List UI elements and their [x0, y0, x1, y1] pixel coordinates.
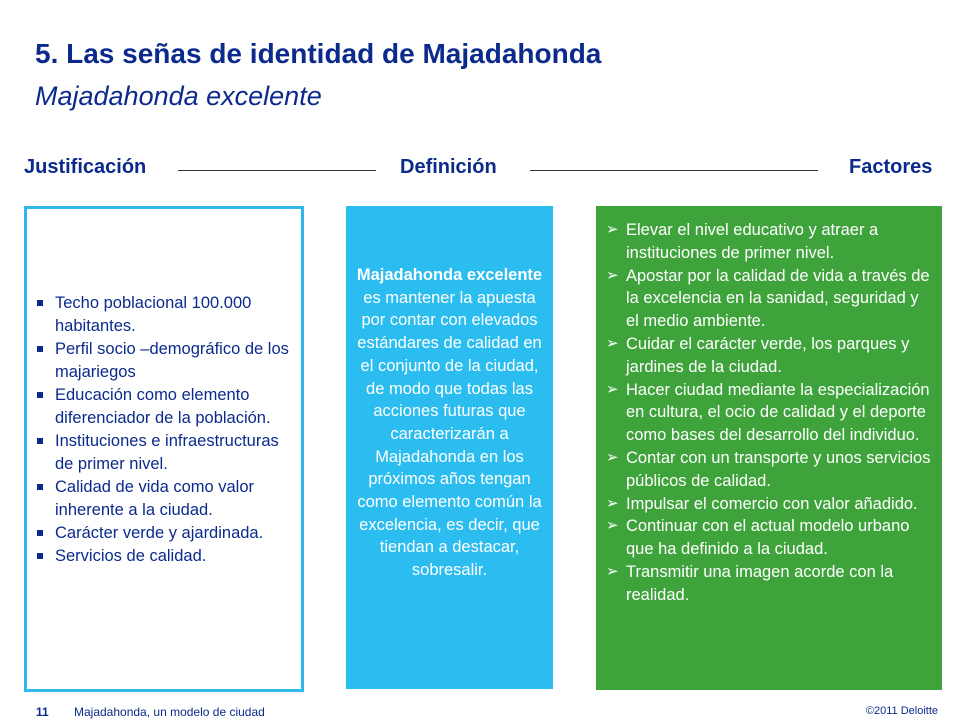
- factores-box: [596, 206, 942, 690]
- header-divider-right: [530, 170, 818, 171]
- slide-title: 5. Las señas de identidad de Majadahonda: [35, 38, 602, 69]
- definicion-box: [346, 206, 553, 689]
- bullet-square-icon: [37, 484, 43, 490]
- arrow-bullet-icon: ➢: [606, 334, 619, 352]
- bullet-square-icon: [37, 392, 43, 398]
- bullet-square-icon: [37, 553, 43, 559]
- list-item: Techo poblacional 100.000 habitantes.: [33, 292, 295, 338]
- arrow-bullet-icon: ➢: [606, 562, 619, 580]
- footer-text: Majadahonda, un modelo de ciudad: [74, 705, 265, 719]
- list-item: ➢ Cuidar el carácter verde, los parques y jardines de la ciudad.: [606, 334, 910, 376]
- definicion-body: es mantener la apuesta por contar con elevados estándares de calidad en el conjunto de la ciudad, de modo que todas las acciones futuras que caracterizarán a Majadahonda en los próximos años tengan como elemento común la excelencia, es decir, que tiendan a destacar, sobresalir.: [357, 288, 542, 580]
- arrow-bullet-icon: ➢: [606, 494, 619, 512]
- list-item: Carácter verde y ajardinada.: [33, 522, 295, 545]
- list-item: Calidad de vida como valor inherente a la ciudad.: [33, 476, 295, 522]
- header-divider-left: [178, 170, 376, 171]
- arrow-bullet-icon: ➢: [606, 266, 619, 284]
- page-number: 11: [36, 705, 49, 719]
- bullet-square-icon: [37, 300, 43, 306]
- definicion-text: [352, 264, 547, 582]
- column-header-factores: Factores: [849, 156, 933, 178]
- column-header-definicion: Definición: [400, 156, 497, 178]
- column-header-justificacion: Justificación: [24, 156, 147, 178]
- list-item: ➢ Hacer ciudad mediante la especialización en cultura, el ocio de calidad y el deporte como bases del desarrollo del individuo.: [606, 380, 930, 445]
- list-item: ➢ Contar con un transporte y unos servicios públicos de calidad.: [606, 448, 931, 490]
- list-item: ➢ Apostar por la calidad de vida a través de la excelencia en la sanidad, seguridad y el medio ambiente.: [606, 266, 930, 331]
- footer-copyright: ©2011 Deloitte: [865, 705, 938, 717]
- factores-list: [606, 219, 936, 607]
- list-item: ➢ Transmitir una imagen acorde con la realidad.: [606, 562, 894, 604]
- bullet-square-icon: [37, 346, 43, 352]
- arrow-bullet-icon: ➢: [606, 517, 619, 535]
- justificacion-list: [33, 292, 295, 568]
- justificacion-box: [24, 206, 304, 692]
- arrow-bullet-icon: ➢: [606, 448, 619, 466]
- list-item: ➢ Continuar con el actual modelo urbano que ha definido a la ciudad.: [606, 517, 910, 559]
- bullet-square-icon: [37, 530, 43, 536]
- list-item: Instituciones e infraestructuras de primer nivel.: [33, 430, 295, 476]
- list-item: Servicios de calidad.: [33, 545, 295, 568]
- list-item: Educación como elemento diferenciador de la población.: [33, 384, 295, 430]
- list-item: ➢ Elevar el nivel educativo y atraer a instituciones de primer nivel.: [606, 221, 879, 262]
- list-item: ➢ Impulsar el comercio con valor añadido.: [606, 493, 936, 516]
- list-item: Perfil socio –demográfico de los majariegos: [33, 338, 295, 384]
- bullet-square-icon: [37, 438, 43, 444]
- definicion-highlight: Majadahonda excelente: [356, 266, 543, 284]
- arrow-bullet-icon: ➢: [606, 221, 619, 238]
- slide-subtitle: Majadahonda excelente: [35, 81, 322, 111]
- arrow-bullet-icon: ➢: [606, 380, 619, 398]
